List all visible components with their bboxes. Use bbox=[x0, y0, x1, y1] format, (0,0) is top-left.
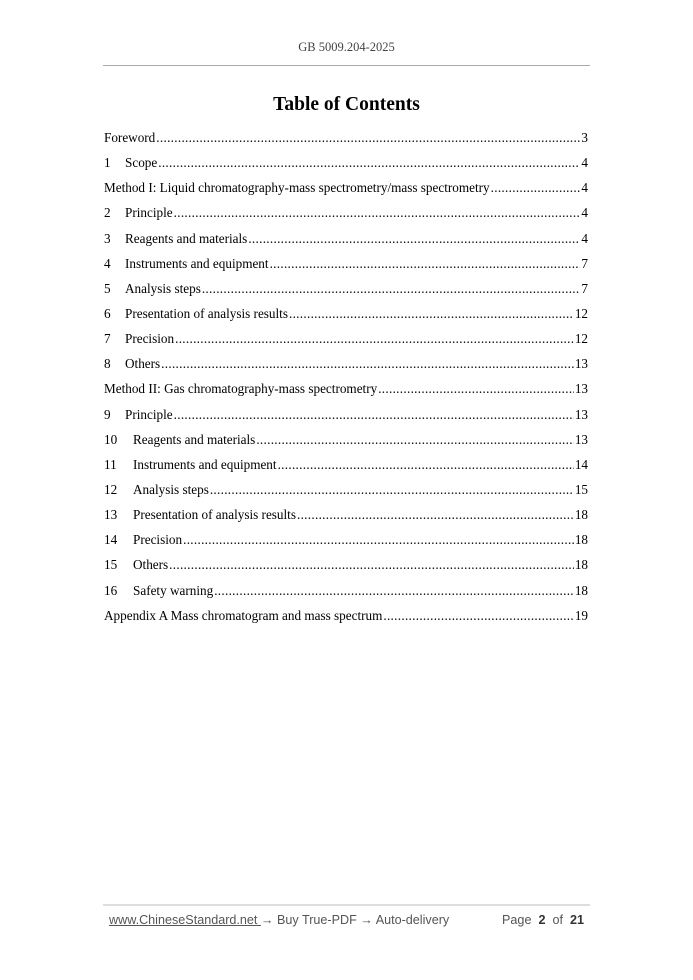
toc-entry[interactable] bbox=[104, 306, 588, 331]
toc-dot-leader bbox=[175, 331, 574, 347]
toc-entry-number: 4 bbox=[104, 255, 111, 271]
toc-entry-label: Presentation of analysis results bbox=[125, 305, 288, 321]
toc-entry-page: 13 bbox=[574, 431, 588, 447]
toc-entry-page: 18 bbox=[574, 532, 588, 548]
toc-entry-label: Analysis steps bbox=[125, 280, 201, 296]
toc-entry-number: 3 bbox=[104, 230, 111, 246]
toc-entry-page: 13 bbox=[574, 381, 588, 397]
toc-dot-leader bbox=[161, 356, 574, 372]
toc-entry-page: 7 bbox=[581, 255, 588, 271]
toc-entry-label: Scope bbox=[125, 155, 158, 171]
toc-entry-page: 4 bbox=[581, 205, 588, 221]
toc-entry[interactable] bbox=[104, 482, 588, 507]
page-footer bbox=[109, 913, 584, 927]
website-link[interactable]: www.ChineseStandard.net bbox=[109, 913, 261, 927]
toc-entry[interactable] bbox=[104, 381, 588, 406]
toc-dot-leader bbox=[248, 231, 580, 247]
toc-dot-leader bbox=[174, 205, 581, 221]
toc-entry[interactable] bbox=[104, 583, 588, 608]
toc-dot-leader bbox=[378, 381, 574, 397]
toc-entry[interactable] bbox=[104, 532, 588, 557]
toc-dot-leader bbox=[202, 281, 581, 297]
toc-entry-label: Others bbox=[125, 356, 161, 372]
toc-entry-label: Method II: Gas chromatography-mass spectrometry bbox=[104, 381, 378, 397]
toc-entry-page: 18 bbox=[574, 582, 588, 598]
toc-dot-leader bbox=[270, 256, 581, 272]
toc-entry-number: 2 bbox=[104, 205, 111, 221]
toc-entry-label: Instruments and equipment bbox=[125, 255, 269, 271]
toc-entry-label: Precision bbox=[125, 331, 175, 347]
toc-entry[interactable] bbox=[104, 130, 588, 155]
toc-entry-number: 6 bbox=[104, 305, 111, 321]
page-title: Table of Contents bbox=[273, 94, 420, 115]
toc-dot-leader bbox=[174, 407, 574, 423]
toc-dot-leader bbox=[289, 306, 574, 322]
toc-entry-label: Appendix A Mass chromatogram and mass spectrum bbox=[104, 607, 383, 623]
toc-entry-label: Principle bbox=[125, 205, 173, 221]
page-header: GB 5009.204-2025 bbox=[298, 40, 395, 54]
toc-entry-page: 12 bbox=[574, 331, 588, 347]
toc-entry[interactable] bbox=[104, 356, 588, 381]
toc-dot-leader bbox=[183, 532, 574, 548]
header-divider bbox=[103, 65, 590, 66]
toc-entry[interactable] bbox=[104, 432, 588, 457]
toc-entry-number: 9 bbox=[104, 406, 111, 422]
toc-entry-page: 18 bbox=[574, 557, 588, 573]
toc-entry-number: 12 bbox=[104, 481, 118, 497]
toc-entry-page: 3 bbox=[581, 130, 588, 145]
footer-divider bbox=[103, 904, 590, 906]
toc-entry-page: 13 bbox=[574, 356, 588, 372]
toc-entry-label: Reagents and materials bbox=[133, 431, 256, 447]
toc-entry-number: 7 bbox=[104, 331, 111, 347]
toc-entry-label: Reagents and materials bbox=[125, 230, 248, 246]
toc-dot-leader bbox=[278, 457, 574, 473]
toc-entry-page: 19 bbox=[574, 607, 588, 623]
toc-dot-leader bbox=[383, 608, 573, 624]
toc-entry-label: Principle bbox=[125, 406, 173, 422]
toc-entry-number: 10 bbox=[104, 431, 118, 447]
toc-entry-page: 7 bbox=[581, 280, 588, 296]
toc-entry[interactable] bbox=[104, 155, 588, 180]
toc-entry[interactable] bbox=[104, 507, 588, 532]
toc-entry-number: 13 bbox=[104, 507, 118, 523]
table-of-contents bbox=[104, 130, 588, 633]
toc-entry-page: 4 bbox=[581, 155, 588, 171]
toc-entry-label: Method I: Liquid chromatography-mass spectrometry/mass spectrometry bbox=[104, 180, 490, 196]
toc-entry-number: 1 bbox=[104, 155, 111, 171]
toc-entry-number: 5 bbox=[104, 280, 111, 296]
toc-entry-label: Others bbox=[133, 557, 169, 573]
toc-entry-label: Safety warning bbox=[133, 582, 214, 598]
toc-entry-page: 13 bbox=[574, 406, 588, 422]
toc-dot-leader bbox=[156, 130, 580, 146]
toc-entry[interactable] bbox=[104, 281, 588, 306]
toc-entry[interactable] bbox=[104, 231, 588, 256]
toc-entry-page: 18 bbox=[574, 507, 588, 523]
toc-entry[interactable] bbox=[104, 457, 588, 482]
toc-entry[interactable] bbox=[104, 256, 588, 281]
toc-entry[interactable] bbox=[104, 331, 588, 356]
toc-entry-label: Presentation of analysis results bbox=[133, 507, 296, 523]
toc-entry-number: 8 bbox=[104, 356, 111, 372]
toc-entry-label: Instruments and equipment bbox=[133, 456, 277, 472]
toc-entry-number: 16 bbox=[104, 582, 118, 598]
page-indicator: Page 2 of 21 bbox=[502, 913, 584, 927]
toc-entry[interactable] bbox=[104, 180, 588, 205]
toc-dot-leader bbox=[256, 432, 574, 448]
toc-entry[interactable] bbox=[104, 608, 588, 633]
toc-dot-leader bbox=[169, 557, 574, 573]
toc-dot-leader bbox=[491, 180, 581, 196]
toc-entry-label: Precision bbox=[133, 532, 183, 548]
toc-entry-page: 14 bbox=[574, 456, 588, 472]
toc-entry-number: 11 bbox=[104, 456, 117, 472]
toc-entry[interactable] bbox=[104, 407, 588, 432]
toc-dot-leader bbox=[297, 507, 574, 523]
toc-entry[interactable] bbox=[104, 557, 588, 582]
toc-entry-page: 4 bbox=[581, 180, 588, 196]
toc-entry-page: 15 bbox=[574, 481, 588, 497]
toc-dot-leader bbox=[158, 155, 580, 171]
toc-entry-number: 14 bbox=[104, 532, 118, 548]
footer-tagline: → Buy True-PDF → Auto-delivery bbox=[260, 913, 450, 927]
toc-dot-leader bbox=[214, 583, 574, 599]
toc-entry[interactable] bbox=[104, 205, 588, 230]
toc-entry-label: Foreword bbox=[104, 130, 156, 145]
toc-entry-page: 4 bbox=[581, 230, 588, 246]
toc-dot-leader bbox=[210, 482, 574, 498]
toc-entry-label: Analysis steps bbox=[133, 481, 209, 497]
toc-entry-page: 12 bbox=[574, 305, 588, 321]
toc-entry-number: 15 bbox=[104, 557, 118, 573]
